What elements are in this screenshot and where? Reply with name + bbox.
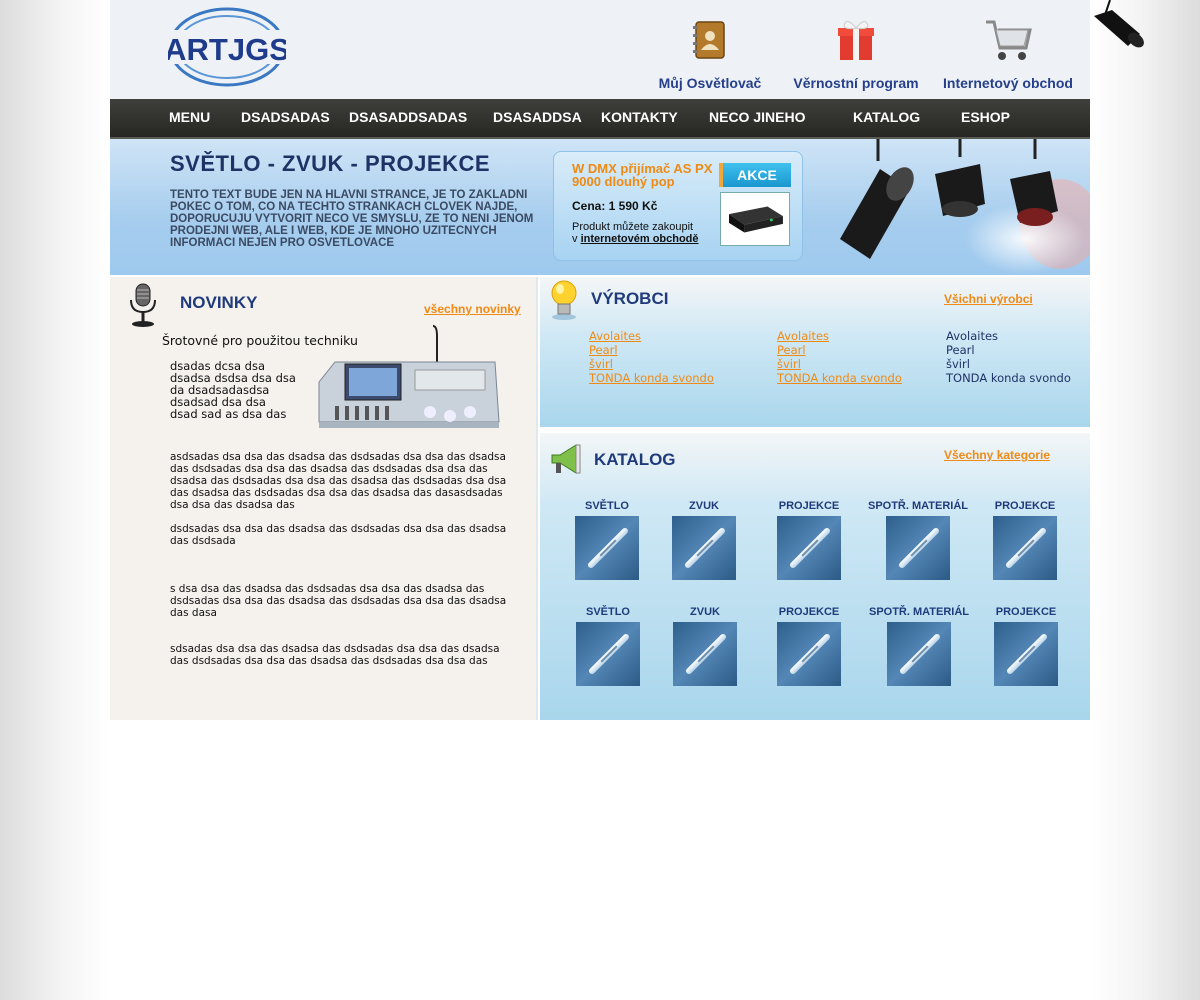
light-bulb-icon [550, 279, 578, 321]
category-tile[interactable] [971, 606, 1081, 686]
category-thumbnail [576, 622, 640, 686]
promo-box[interactable] [553, 151, 803, 261]
manufacturer-link[interactable]: švirl [777, 357, 801, 371]
category-tile[interactable] [754, 500, 864, 580]
promo-note [572, 221, 699, 245]
category-thumbnail [575, 516, 639, 580]
category-label: ZVUK [689, 500, 719, 512]
manufacturers-title: VÝROBCI [591, 289, 669, 308]
promo-note-v: v [572, 233, 578, 245]
catalog-section [540, 433, 1090, 720]
manufacturer-item[interactable]: TONDA konda svondo [946, 371, 1071, 385]
corner-spotlight-decoration [1090, 0, 1152, 52]
news-title: NOVINKY [180, 293, 258, 312]
all-manufacturers-link[interactable]: Všichni výrobci [944, 292, 1033, 306]
news-short-line: da dsadsadasdsa [170, 383, 270, 397]
category-thumbnail [993, 516, 1057, 580]
category-tile[interactable] [553, 606, 663, 686]
banner-title: SVĚTLO - ZVUK - PROJEKCE [170, 151, 491, 176]
category-label: ZVUK [690, 606, 720, 618]
logo-graphic [168, 6, 286, 88]
site-logo[interactable] [168, 6, 286, 88]
manufacturer-link[interactable]: TONDA konda svondo [777, 371, 902, 385]
megaphone-icon [548, 441, 584, 477]
manufacturer-link[interactable]: Avolaites [589, 329, 642, 343]
news-headline[interactable]: Šrotovné pro použitou techniku [162, 333, 358, 348]
my-lighting-label: Můj Osvětlovač [658, 75, 762, 91]
contacts-book-icon [684, 14, 736, 66]
category-thumbnail [887, 622, 951, 686]
main-navigation [110, 99, 1090, 139]
news-paragraph: asdsadas dsa dsa das dsadsa das dsdsadas dsa dsa das dsadsa das dsdsadas dsa dsa das dsadsa das dsdsadas dsa dsa das dsadsa das dsdsadas dsa dsa das dsadsa das dsdsadas dsa dsa das dsadsa das dsdsadas dsa dsa das dsadsa das dasasdsadas dsa dsa das dsadsa das [170, 451, 507, 511]
category-label: PROJEKCE [995, 606, 1057, 618]
my-lighting-link[interactable] [640, 14, 780, 94]
category-label: SPOTŘ. MATERIÁL [868, 606, 969, 618]
nav-item-dsasaddsa[interactable]: DSASADDSA [493, 109, 582, 125]
category-thumbnail [777, 622, 841, 686]
manufacturers-column [946, 329, 1071, 385]
category-thumbnail [673, 622, 737, 686]
gift-icon [830, 14, 882, 66]
lighting-console-image [315, 324, 503, 436]
manufacturer-link[interactable]: Avolaites [777, 329, 830, 343]
online-shop-link[interactable] [938, 14, 1078, 94]
loyalty-program-label: Věrnostní program [793, 75, 919, 91]
promo-note-prefix: Produkt můžete zakoupit [572, 221, 694, 233]
manufacturers-column [777, 329, 902, 385]
hero-banner [110, 139, 1090, 275]
promo-title[interactable]: W DMX přijímač AS PX 9000 dlouhý pop [572, 161, 713, 189]
stage-lights-illustration [810, 139, 1090, 275]
category-thumbnail [994, 622, 1058, 686]
category-label: PROJEKCE [778, 500, 840, 512]
category-tile[interactable] [552, 500, 662, 580]
category-label: PROJEKCE [778, 606, 840, 618]
loyalty-program-link[interactable] [786, 14, 926, 94]
nav-item-dsasaddsadas[interactable]: DSASADDSADAS [349, 109, 468, 125]
news-short-text [170, 360, 310, 420]
sale-badge: AKCE [719, 163, 791, 187]
manufacturer-link[interactable]: Pearl [589, 343, 618, 357]
category-thumbnail [672, 516, 736, 580]
microphone-icon [124, 282, 162, 328]
online-shop-label: Internetový obchod [943, 75, 1073, 91]
category-tile[interactable] [970, 500, 1080, 580]
nav-item-neco-jineho[interactable]: NECO JINEHO [709, 109, 806, 125]
promo-price: Cena: 1 590 Kč [572, 199, 658, 213]
news-section [110, 277, 538, 720]
manufacturer-item[interactable]: Avolaites [946, 329, 999, 343]
nav-item-dsadsadas[interactable]: DSADSADAS [241, 109, 330, 125]
category-tile[interactable] [864, 606, 974, 686]
category-tile[interactable] [863, 500, 973, 580]
manufacturers-section [540, 277, 1090, 427]
banner-text: TENTO TEXT BUDE JEN NA HLAVNI STRANCE, JE TO ZAKLADNI POKEC O TOM, CO NA TECHTO STRANKACH CLOVEK NAJDE, DOPORUCUJU VYTVORIT NECO VE SMYSLU, ZE TO NENI JENOM PRODEJNI WEB, ALE I WEB, KDE JE MNOHO UZITECNYCH INFORMACI NEJEN PRO OSVETLOVACE [170, 189, 534, 249]
category-thumbnail [886, 516, 950, 580]
news-short-line: dsad sad as dsa das [170, 407, 287, 421]
nav-item-kontakty[interactable]: KONTAKTY [601, 109, 678, 125]
news-paragraph: s dsa dsa das dsadsa das dsdsadas dsa dsa das dsadsa das dsdsadas dsa dsa das dsadsa das dsdsadas dsa dsa das dsadsa das dasa [170, 583, 507, 619]
all-categories-link[interactable]: Všechny kategorie [944, 448, 1051, 462]
nav-item-menu[interactable]: MENU [169, 109, 211, 125]
category-thumbnail [777, 516, 841, 580]
shopping-cart-icon [982, 14, 1034, 66]
manufacturer-item[interactable]: švirl [946, 357, 970, 371]
news-paragraph: dsdsadas dsa dsa das dsadsa das dsdsadas dsa dsa das dsadsa das dsdsada [170, 523, 507, 547]
manufacturer-link[interactable]: TONDA konda svondo [589, 371, 714, 385]
category-tile[interactable] [650, 606, 760, 686]
all-news-link[interactable]: všechny novinky [424, 302, 521, 316]
news-short-line: dsadsad dsa dsa [170, 395, 266, 409]
news-paragraph: sdsadas dsa dsa das dsadsa das dsdsadas dsa dsa das dsadsa das dsdsadas dsa dsa das dsadsa das dsdsadas dsa dsa das [170, 643, 500, 667]
category-label: SPOTŘ. MATERIÁL [867, 500, 968, 512]
page [110, 0, 1090, 1000]
dmx-receiver-image[interactable] [720, 192, 790, 246]
category-label: SVĚTLO [585, 606, 630, 618]
manufacturer-link[interactable]: švirl [589, 357, 613, 371]
category-tile[interactable] [754, 606, 864, 686]
category-label: PROJEKCE [994, 500, 1056, 512]
online-shop-inline-link[interactable]: internetovém obchodě [580, 233, 699, 245]
category-tile[interactable] [649, 500, 759, 580]
news-short-line: dsadas dcsa dsa [170, 359, 265, 373]
site-header [110, 0, 1090, 99]
category-label: SVĚTLO [584, 500, 629, 512]
news-short-line: dsadsa dsdsa dsa dsa [170, 371, 296, 385]
manufacturers-column [589, 329, 714, 385]
manufacturer-link[interactable]: Pearl [777, 343, 806, 357]
nav-item-eshop[interactable]: ESHOP [961, 109, 1011, 125]
catalog-title: KATALOG [594, 450, 676, 469]
nav-item-katalog[interactable]: KATALOG [853, 109, 921, 125]
manufacturer-item[interactable]: Pearl [946, 343, 975, 357]
logo-text: ARTJGS [168, 32, 286, 67]
